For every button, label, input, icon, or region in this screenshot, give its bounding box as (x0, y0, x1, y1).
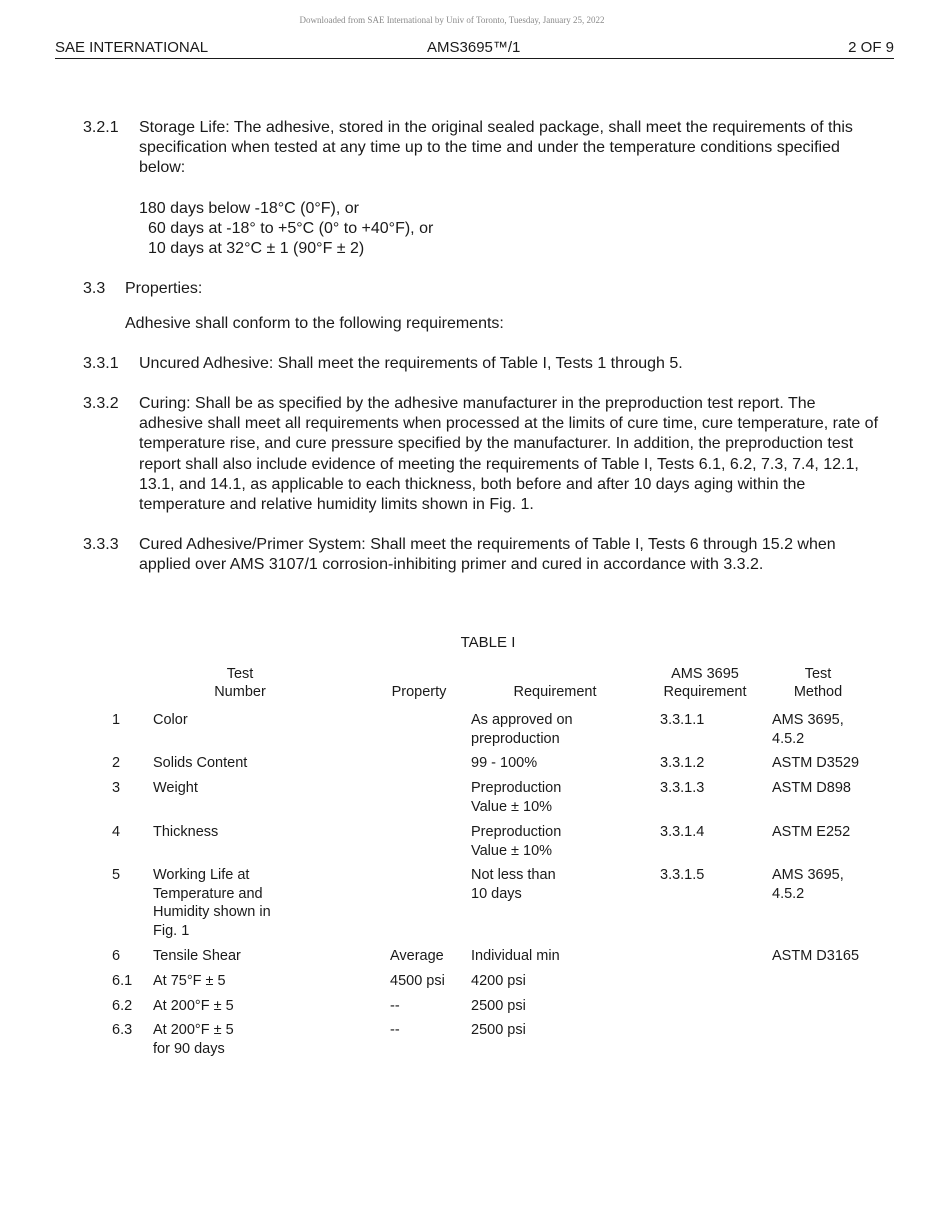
cell-test-method-line: ASTM E252 (772, 824, 851, 840)
cell-test-name (153, 997, 234, 1016)
cell-test-method (772, 947, 859, 966)
cell-requirement-line: Value ± 10% (471, 798, 553, 815)
cell-requirement (471, 779, 561, 816)
cell-requirement (471, 823, 561, 860)
cell-test-name-line: Solids Content (153, 755, 248, 771)
storage-condition-3: 10 days at 32°C ± 1 (90°F ± 2) (148, 240, 365, 257)
cell-test-method-line: AMS 3695, (772, 867, 844, 883)
header-ams-requirement: AMS 3695 Requirement (663, 666, 747, 700)
cell-test-method-line: ASTM D3165 (772, 948, 860, 964)
cell-test-name (153, 1021, 234, 1058)
section-3-3-2-text: Curing: Shall be as specified by the adhesive manufacturer in the preproduction test report. The adhesive shall meet all requirements when processed at the limits of cure time, cure temperature, rate of temperature rise, and cure pressure specified by the manufacturer. In addition, the preproduction test report shall also include evidence of meeting the requirements of Table I, Tests 6.1, 6.2, 7.3, 7.4, 12.1, 13.1, and 14.1, as applicable to each thickness, both before and after 10 days aging within the temperature and relative humidity limits shown in Fig. 1. (139, 395, 879, 514)
cell-test-name-line: Thickness (153, 824, 219, 840)
section-3-3-1-text: Uncured Adhesive: Shall meet the requirements of Table I, Tests 1 through 5. (139, 355, 683, 372)
cell-ams-requirement: 3.3.1.2 (660, 755, 705, 771)
cell-test-name-line: At 200°F ± 5 (153, 1022, 234, 1038)
cell-requirement-line: 4200 psi (471, 973, 526, 989)
cell-test-name (153, 823, 218, 842)
cell-test-name (153, 972, 226, 991)
cell-test-name-line: Humidity shown in (153, 904, 271, 921)
cell-requirement (471, 997, 526, 1016)
section-3-3-title: Properties: (125, 280, 203, 297)
cell-test-method-line: AMS 3695, (772, 712, 844, 728)
cell-test-name (153, 947, 241, 966)
cell-requirement-line: 2500 psi (471, 1022, 526, 1038)
cell-test-method (772, 866, 844, 903)
header-property: Property (391, 684, 447, 700)
cell-test-name (153, 779, 198, 798)
cell-test-number: 6 (112, 948, 121, 964)
cell-ams-requirement: 3.3.1.4 (660, 824, 705, 840)
section-3-3-3-text: Cured Adhesive/Primer System: Shall meet the requirements of Table I, Tests 6 through 15.2 when applied over AMS 3107/1 corrosion-inhibiting primer and cured in accordance with 3.3.2. (139, 536, 836, 574)
cell-test-method (772, 779, 851, 798)
cell-test-number: 6.3 (112, 1022, 133, 1038)
section-3-2-1-text: Storage Life: The adhesive, stored in the original sealed package, shall meet the requirements of this specification when tested at any time up to the time and under the temperature conditions specified below: (139, 119, 853, 177)
cell-requirement-line: Preproduction (471, 824, 562, 840)
section-number-3-3-1: 3.3.1 (83, 355, 119, 372)
cell-test-number: 4 (112, 824, 121, 840)
section-number-3-3-2: 3.3.2 (83, 395, 119, 412)
cell-test-number: 6.2 (112, 998, 133, 1014)
cell-requirement-line: preproduction (471, 730, 560, 747)
cell-test-method-line: ASTM D3529 (772, 755, 860, 771)
cell-test-name-line: Color (153, 712, 188, 728)
cell-test-name-line: Weight (153, 780, 198, 796)
header-test-method: Test Method (793, 666, 843, 700)
cell-test-name-line: for 90 days (153, 1040, 225, 1057)
header-document-id: AMS3695™/1 (427, 39, 521, 56)
cell-requirement (471, 754, 537, 773)
cell-test-number: 5 (112, 867, 121, 883)
cell-test-name-line: Tensile Shear (153, 948, 241, 964)
cell-property: Average (390, 948, 444, 964)
cell-requirement-line: Preproduction (471, 780, 562, 796)
cell-test-method (772, 711, 844, 748)
cell-test-method-line: 4.5.2 (772, 885, 805, 902)
section-number-3-3: 3.3 (83, 280, 106, 297)
download-watermark: Downloaded from SAE International by Univ of Toronto, Tuesday, January 25, 2022 (299, 15, 605, 25)
page-header (55, 38, 894, 59)
cell-ams-requirement: 3.3.1.5 (660, 867, 705, 883)
cell-test-number: 3 (112, 780, 121, 796)
header-organization: SAE INTERNATIONAL (55, 39, 209, 56)
cell-requirement-line: 2500 psi (471, 998, 526, 1014)
cell-test-name-line: Fig. 1 (153, 923, 190, 940)
header-test-number: Test Number (214, 666, 266, 700)
cell-test-method (772, 823, 850, 842)
cell-test-name (153, 711, 188, 730)
section-number-3-2-1: 3.2.1 (83, 119, 119, 136)
cell-property: -- (390, 1022, 400, 1038)
cell-ams-requirement: 3.3.1.1 (660, 712, 705, 728)
table-title: TABLE I (460, 634, 516, 651)
cell-ams-requirement: 3.3.1.3 (660, 780, 705, 796)
cell-requirement-line: Individual min (471, 948, 560, 964)
cell-requirement-line: As approved on (471, 712, 573, 728)
cell-test-method-line: 4.5.2 (772, 730, 805, 747)
header-requirement: Requirement (513, 684, 597, 700)
cell-test-number: 1 (112, 712, 121, 728)
cell-property: 4500 psi (390, 973, 445, 989)
storage-condition-1: 180 days below -18°C (0°F), or (139, 200, 359, 217)
cell-test-name-line: Working Life at (153, 867, 250, 883)
cell-requirement-line: 99 - 100% (471, 755, 538, 771)
cell-requirement (471, 947, 560, 966)
cell-test-name (153, 754, 247, 773)
cell-test-name-line: At 200°F ± 5 (153, 998, 234, 1014)
cell-requirement-line: 10 days (471, 885, 522, 902)
cell-test-number: 6.1 (112, 973, 133, 989)
cell-requirement-line: Not less than (471, 867, 556, 883)
cell-test-number: 2 (112, 755, 121, 771)
storage-condition-2: 60 days at -18° to +5°C (0° to +40°F), or (148, 220, 434, 237)
cell-test-method (772, 754, 859, 773)
header-page-number: 2 OF 9 (848, 39, 894, 56)
cell-requirement-line: Value ± 10% (471, 842, 553, 859)
cell-requirement (471, 711, 573, 748)
cell-test-name (153, 866, 271, 941)
cell-requirement (471, 866, 556, 903)
cell-requirement (471, 972, 526, 991)
cell-test-method-line: ASTM D898 (772, 780, 851, 796)
cell-requirement (471, 1021, 526, 1040)
cell-property: -- (390, 998, 400, 1014)
section-number-3-3-3: 3.3.3 (83, 536, 119, 553)
cell-test-name-line: At 75°F ± 5 (153, 973, 226, 989)
section-3-3-text: Adhesive shall conform to the following requirements: (125, 315, 504, 332)
cell-test-name-line: Temperature and (153, 885, 263, 902)
